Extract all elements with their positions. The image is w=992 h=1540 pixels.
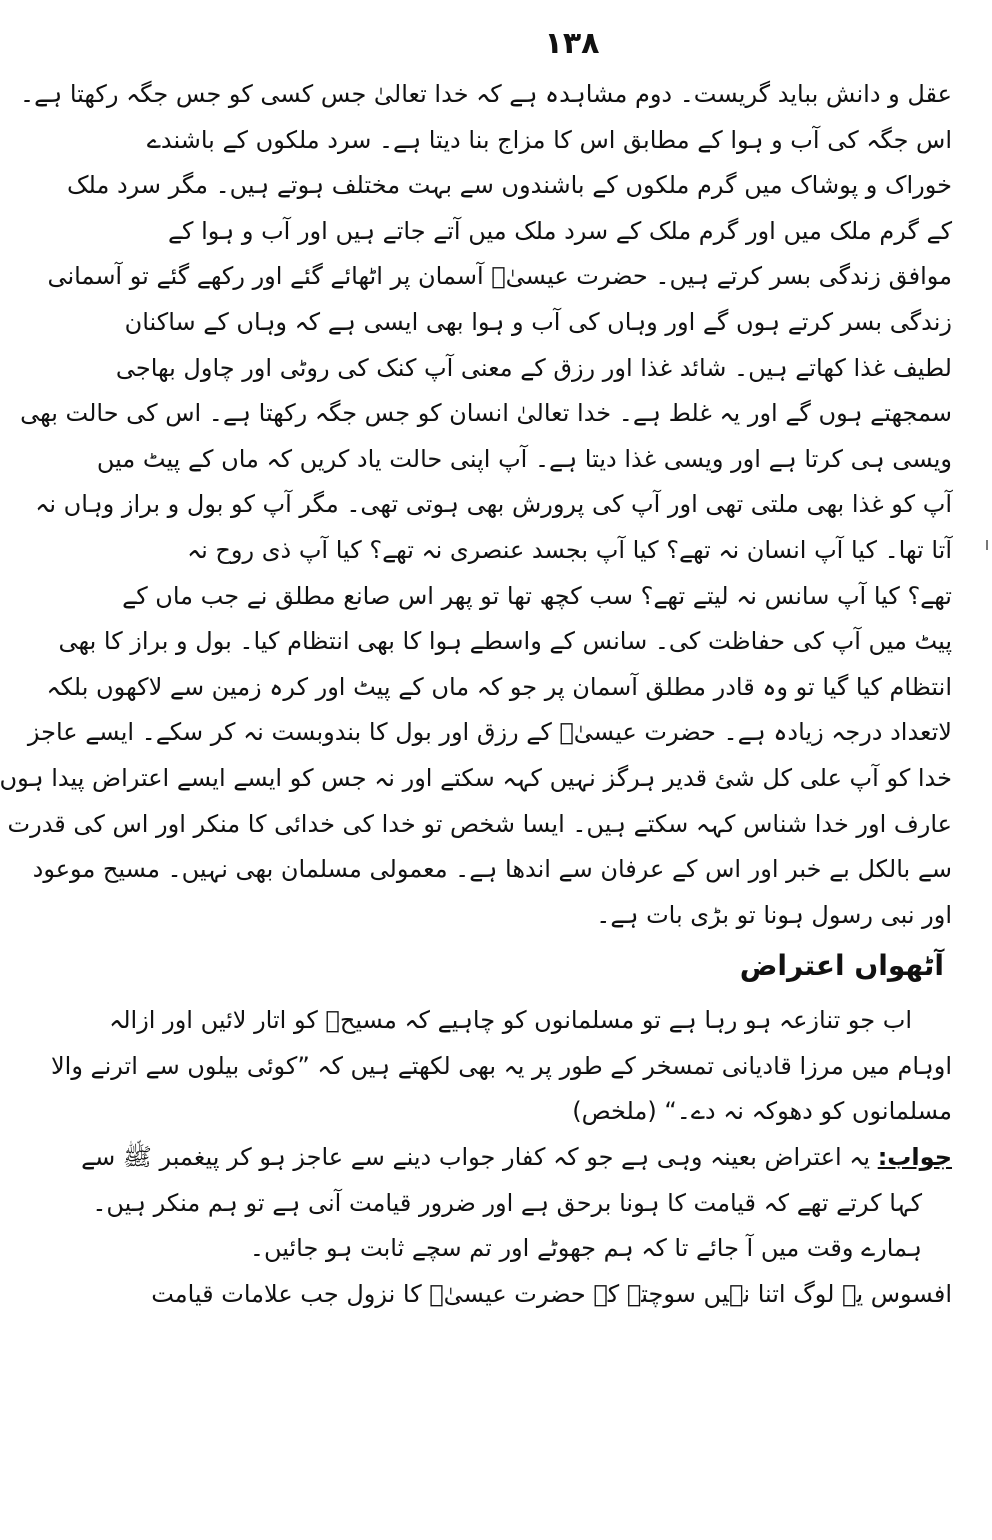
text-line: کے گرم ملک میں اور گرم ملک کے سرد ملک میں آتے جاتے ہیں اور آب و ہوا کے	[167, 216, 952, 245]
text-line: سے بالکل بے خبر اور اس کے عرفان سے اندھا ہے۔ معمولی مسلمان بھی نہیں۔ مسیح موعود	[32, 855, 952, 884]
text-line: خوراک و پوشاک میں گرم ملکوں کے باشندوں سے بہت مختلف ہوتے ہیں۔ مگر سرد ملک	[67, 171, 952, 200]
text-line: عارف اور خدا شناس کہہ سکتے ہیں۔ ایسا شخص تو خدا کی خدائی کا منکر اور اس کی قدرت	[7, 809, 952, 838]
text-line: لاتعداد درجہ زیادہ ہے۔ حضرت عیسیٰؑ کے رزق اور بول کا بندوبست نہ کر سکے۔ ایسے عاجز	[27, 718, 952, 747]
text-line: موافق زندگی بسر کرتے ہیں۔ حضرت عیسیٰؑ آسمان پر اٹھائے گئے اور رکھے گئے تو آسمانی	[47, 262, 952, 291]
text-line: ہمارے وقت میں آ جائے تا کہ ہم جھوٹے اور تم سچے ثابت ہو جائیں۔	[249, 1234, 922, 1263]
text-line: زندگی بسر کرتے ہوں گے اور وہاں کی آب و ہوا بھی ایسی ہے کہ وہاں کے ساکنان	[124, 307, 952, 336]
text-line: انتظام کیا گیا تو وہ قادر مطلق آسمان پر جو کہ ماں کے پیٹ اور کرہ زمین سے لاکھوں بلکہ	[46, 672, 952, 701]
text-line: تھے؟ کیا آپ سانس نہ لیتے تھے؟ سب کچھ تھا تو پھر اس صانع مطلق نے جب ماں کے	[122, 581, 952, 610]
text-line: سمجھتے ہوں گے اور یہ غلط ہے۔ خدا تعالیٰ انسان کو جس جگہ رکھتا ہے۔ اس کی حالت بھی	[20, 399, 952, 428]
paragraph-1	[0, 72, 952, 938]
paragraph-2	[50, 998, 952, 1135]
margin-mark	[986, 540, 988, 550]
text-line: آتا تھا۔ کیا آپ انسان نہ تھے؟ کیا آپ بجسد عنصری نہ تھے؟ کیا آپ ذی روح نہ	[187, 535, 952, 564]
text-line: عقل و دانش بباید گریست۔ دوم مشاہدہ ہے کہ خدا تعالیٰ جس کسی کو جس جگہ رکھتا ہے۔	[20, 80, 952, 108]
answer-paragraph	[81, 1135, 952, 1272]
text-line: اور نبی رسول ہونا تو بڑی بات ہے۔	[596, 900, 952, 929]
answer-label: جواب:	[877, 1143, 952, 1172]
text-line: اوہام میں مرزا قادیانی تمسخر کے طور پر یہ بھی لکھتے ہیں کہ ”کوئی بیلوں سے اترنے والا	[50, 1051, 952, 1080]
page-number: ۱۳۸	[544, 26, 600, 61]
answer-text: یہ اعتراض بعینہ وہی ہے جو کہ کفار جواب دینے سے عاجز ہو کر پیغمبر ﷺ سے	[81, 1143, 871, 1172]
text-line: کہا کرتے تھے کہ قیامت کا ہونا برحق ہے اور ضرور قیامت آنی ہے تو ہم منکر ہیں۔	[92, 1188, 922, 1217]
text-line: مسلمانوں کو دھوکہ نہ دے۔“ (ملخص)	[572, 1097, 952, 1126]
text-line: ویسی ہی کرتا ہے اور ویسی غذا دیتا ہے۔ آپ اپنی حالت یاد کریں کہ ماں کے پیٹ میں	[96, 444, 952, 473]
section-heading: آٹھواں اعتراض	[739, 949, 944, 983]
text-line: پیٹ میں آپ کی حفاظت کی۔ سانس کے واسطے ہوا کا بھی انتظام کیا۔ بول و براز کا بھی	[58, 627, 952, 656]
text-line: افسوس یہ لوگ اتنا نہیں سوچتے کہ حضرت عیسیٰؑ کا نزول جب علامات قیامت	[151, 1279, 952, 1308]
text-line: آپ کو غذا بھی ملتی تھی اور آپ کی پرورش بھی ہوتی تھی۔ مگر آپ کو بول و براز وہاں نہ	[35, 490, 952, 519]
text-line: خدا کو آپ علی کل شئ قدیر ہرگز نہیں کہہ سکتے اور نہ جس کو ایسے ایسے اعتراض پیدا ہوں	[0, 763, 952, 792]
text-line: اب جو تنازعہ ہو رہا ہے تو مسلمانوں کو چاہیے کہ مسیحؑ کو اتار لائیں اور ازالہ	[109, 1006, 912, 1035]
answer-first-line	[81, 1135, 952, 1181]
text-line: لطیف غذا کھاتے ہیں۔ شائد غذا اور رزق کے معنی آپ کنک کی روٹی اور چاول بھاجی	[115, 353, 952, 382]
text-line: اس جگہ کی آب و ہوا کے مطابق اس کا مزاج بنا دیتا ہے۔ سرد ملکوں کے باشندے	[146, 125, 952, 154]
closing-paragraph	[151, 1272, 952, 1318]
